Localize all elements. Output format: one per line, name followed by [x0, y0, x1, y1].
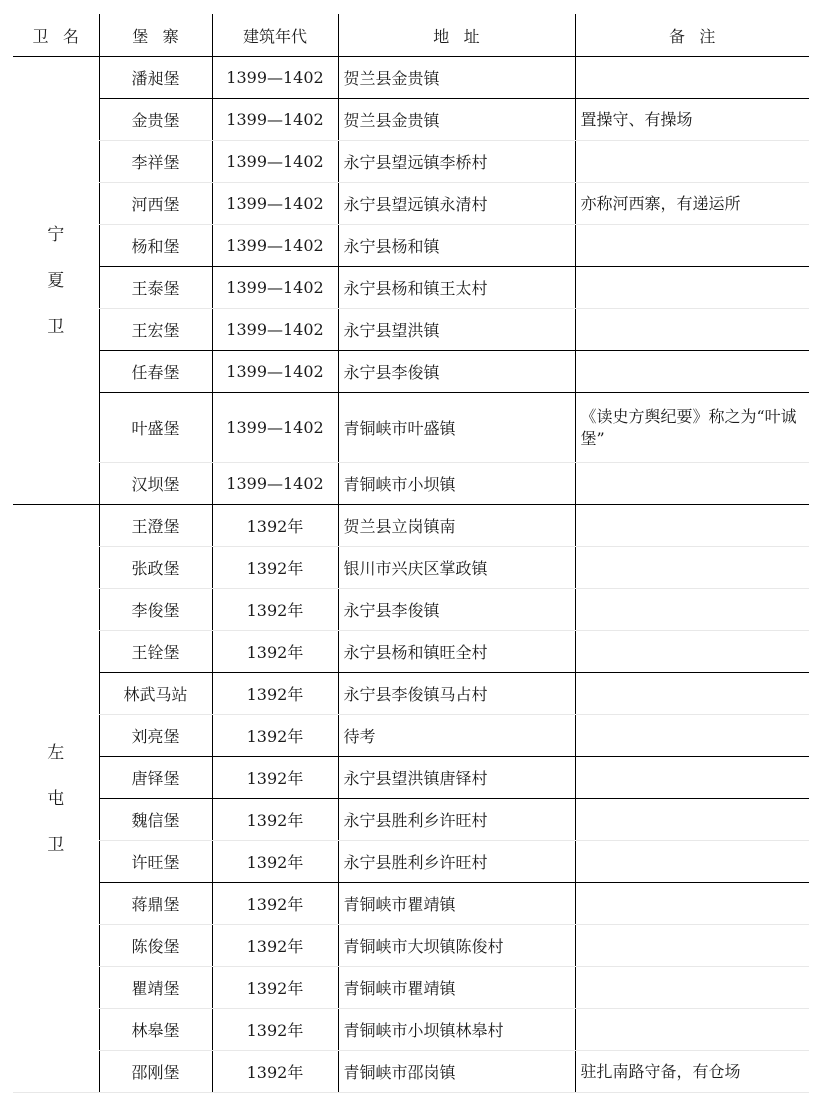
year-cell: 1392年: [212, 841, 338, 883]
note-cell: [575, 309, 809, 351]
address-cell: 贺兰县立岗镇南: [338, 505, 575, 547]
fort-cell: 王铨堡: [99, 631, 212, 673]
fort-cell: 蒋鼎堡: [99, 883, 212, 925]
note-cell: [575, 589, 809, 631]
address-cell: 银川市兴庆区掌政镇: [338, 547, 575, 589]
note-cell: [575, 715, 809, 757]
table-row: [13, 883, 809, 925]
address-cell: 青铜峡市瞿靖镇: [338, 883, 575, 925]
table-row: [13, 141, 809, 183]
year-cell: 1399—1402: [212, 309, 338, 351]
address-cell: 永宁县李俊镇: [338, 351, 575, 393]
note-cell: [575, 141, 809, 183]
year-cell: 1392年: [212, 547, 338, 589]
year-cell: 1392年: [212, 631, 338, 673]
year-cell: 1392年: [212, 505, 338, 547]
table-row: [13, 967, 809, 1009]
fort-cell: 任春堡: [99, 351, 212, 393]
wei-cell: [13, 57, 99, 505]
table-row: [13, 799, 809, 841]
fort-cell: 陈俊堡: [99, 925, 212, 967]
year-cell: 1392年: [212, 673, 338, 715]
year-cell: 1392年: [212, 967, 338, 1009]
wei-cell: [13, 505, 99, 1093]
table-row: [13, 715, 809, 757]
note-cell: [575, 841, 809, 883]
address-cell: 青铜峡市叶盛镇: [338, 393, 575, 463]
note-cell: [575, 673, 809, 715]
note-cell: [575, 547, 809, 589]
note-cell: 置操守、有操场: [575, 99, 809, 141]
table-row: [13, 267, 809, 309]
note-cell: [575, 925, 809, 967]
table-row: [13, 1051, 809, 1093]
address-cell: 永宁县胜利乡许旺村: [338, 799, 575, 841]
year-cell: 1399—1402: [212, 463, 338, 505]
address-cell: 贺兰县金贵镇: [338, 57, 575, 99]
address-cell: 永宁县望洪镇: [338, 309, 575, 351]
address-cell: 永宁县杨和镇王太村: [338, 267, 575, 309]
table-row: [13, 925, 809, 967]
table-row: [13, 1009, 809, 1051]
fort-cell: 金贵堡: [99, 99, 212, 141]
table-row: [13, 351, 809, 393]
fort-cell: 李俊堡: [99, 589, 212, 631]
fort-cell: 林皋堡: [99, 1009, 212, 1051]
group-zuotun: [13, 505, 809, 1093]
note-cell: [575, 799, 809, 841]
fort-cell: 王宏堡: [99, 309, 212, 351]
year-cell: 1399—1402: [212, 393, 338, 463]
address-cell: 永宁县望远镇永清村: [338, 183, 575, 225]
year-cell: 1399—1402: [212, 351, 338, 393]
fort-cell: 汉坝堡: [99, 463, 212, 505]
table-row: [13, 841, 809, 883]
year-cell: 1392年: [212, 715, 338, 757]
address-cell: 永宁县胜利乡许旺村: [338, 841, 575, 883]
fort-cell: 林武马站: [99, 673, 212, 715]
table-row: [13, 225, 809, 267]
note-cell: [575, 505, 809, 547]
note-cell: 亦称河西寨，有递运所: [575, 183, 809, 225]
address-cell: 永宁县李俊镇: [338, 589, 575, 631]
year-cell: 1392年: [212, 1009, 338, 1051]
table-row: [13, 757, 809, 799]
table-row: [13, 57, 809, 99]
year-cell: 1392年: [212, 1051, 338, 1093]
address-cell: 永宁县杨和镇旺全村: [338, 631, 575, 673]
address-cell: 青铜峡市小坝镇林皋村: [338, 1009, 575, 1051]
table-row: [13, 463, 809, 505]
fort-cell: 唐铎堡: [99, 757, 212, 799]
year-cell: 1399—1402: [212, 267, 338, 309]
fort-cell: 魏信堡: [99, 799, 212, 841]
note-cell: [575, 883, 809, 925]
note-cell: [575, 57, 809, 99]
table-row: [13, 673, 809, 715]
address-cell: 永宁县望远镇李桥村: [338, 141, 575, 183]
note-cell: [575, 631, 809, 673]
address-cell: 青铜峡市大坝镇陈俊村: [338, 925, 575, 967]
header-wei: 卫名: [13, 14, 99, 57]
year-cell: 1392年: [212, 883, 338, 925]
address-cell: 永宁县望洪镇唐铎村: [338, 757, 575, 799]
wei-name: 宁夏卫: [47, 224, 65, 337]
table-row: [13, 99, 809, 141]
address-cell: 青铜峡市瞿靖镇: [338, 967, 575, 1009]
address-cell: 青铜峡市小坝镇: [338, 463, 575, 505]
year-cell: 1399—1402: [212, 57, 338, 99]
fort-cell: 张政堡: [99, 547, 212, 589]
year-cell: 1399—1402: [212, 141, 338, 183]
year-cell: 1392年: [212, 925, 338, 967]
fort-cell: 王泰堡: [99, 267, 212, 309]
address-cell: 贺兰县金贵镇: [338, 99, 575, 141]
fort-cell: 潘昶堡: [99, 57, 212, 99]
address-cell: 青铜峡市邵岗镇: [338, 1051, 575, 1093]
table-row: [13, 183, 809, 225]
note-cell: [575, 757, 809, 799]
year-cell: 1392年: [212, 757, 338, 799]
year-cell: 1399—1402: [212, 183, 338, 225]
address-cell: 永宁县杨和镇: [338, 225, 575, 267]
fort-cell: 邵刚堡: [99, 1051, 212, 1093]
fort-cell: 王澄堡: [99, 505, 212, 547]
table-row: [13, 589, 809, 631]
fort-cell: 叶盛堡: [99, 393, 212, 463]
address-cell: 待考: [338, 715, 575, 757]
note-cell: [575, 1009, 809, 1051]
note-cell: 驻扎南路守备，有仓场: [575, 1051, 809, 1093]
note-cell: [575, 267, 809, 309]
table-row: [13, 505, 809, 547]
fort-cell: 李祥堡: [99, 141, 212, 183]
year-cell: 1399—1402: [212, 99, 338, 141]
note-cell: 《读史方舆纪要》称之为“叶诚堡”: [575, 393, 809, 463]
year-cell: 1399—1402: [212, 225, 338, 267]
year-cell: 1392年: [212, 799, 338, 841]
fort-cell: 刘亮堡: [99, 715, 212, 757]
address-cell: 永宁县李俊镇马占村: [338, 673, 575, 715]
fort-table: [13, 14, 809, 1093]
group-ningxia: [13, 57, 809, 505]
fort-cell: 杨和堡: [99, 225, 212, 267]
table-header: [13, 14, 809, 57]
table-row: [13, 393, 809, 463]
header-year: 建筑年代: [212, 14, 338, 57]
year-cell: 1392年: [212, 589, 338, 631]
fort-cell: 河西堡: [99, 183, 212, 225]
header-note: 备注: [575, 14, 809, 57]
fort-cell: 瞿靖堡: [99, 967, 212, 1009]
note-cell: [575, 225, 809, 267]
note-cell: [575, 463, 809, 505]
fort-cell: 许旺堡: [99, 841, 212, 883]
header-fort: 堡寨: [99, 14, 212, 57]
note-cell: [575, 351, 809, 393]
table-row: [13, 631, 809, 673]
wei-name: 左屯卫: [47, 742, 65, 855]
table-row: [13, 547, 809, 589]
header-address: 地址: [338, 14, 575, 57]
note-cell: [575, 967, 809, 1009]
table-row: [13, 309, 809, 351]
